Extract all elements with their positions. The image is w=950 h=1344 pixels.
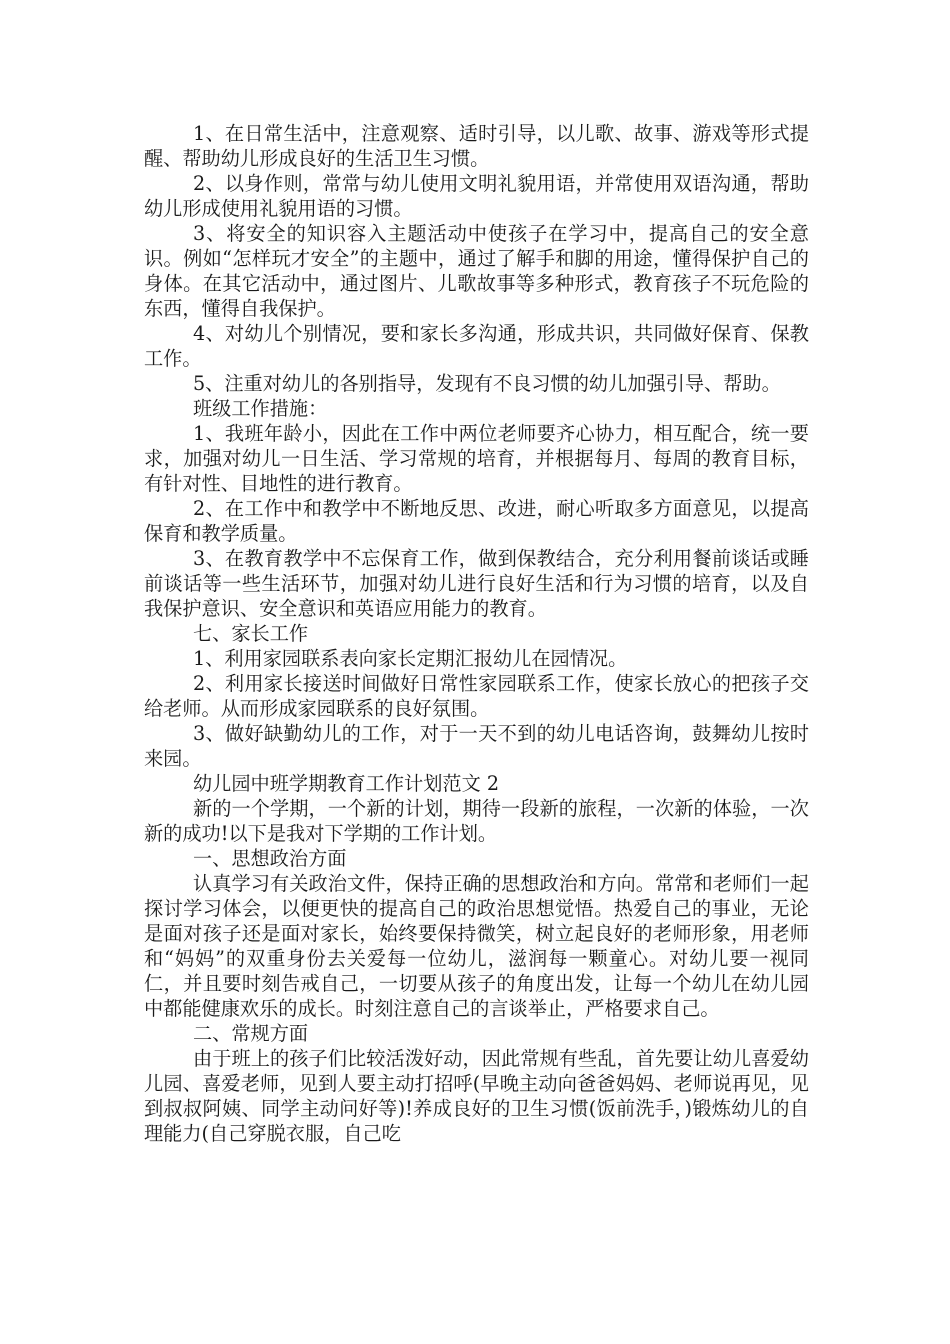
paragraph-individual-guidance: 5、注重对幼儿的各别指导，发现有不良习惯的幼儿加强引导、帮助。 <box>192 372 781 395</box>
heading-plan-sample-2: 幼儿园中班学期教育工作计划范文 2 <box>192 772 500 795</box>
paragraph-reflection: 2、在工作中和教学中不断地反思、改进，耐心听取多方面意见，以提高保育和教学质量。 <box>144 497 809 545</box>
paragraph-routine-habits: 由于班上的孩子们比较活泼好动，因此常规有些乱，首先要让幼儿喜爱幼儿园、喜爱老师，见到人要主动打招呼(早晚主动向爸爸妈妈、老师说再见，见到叔叔阿姨、同学主动问好等)!养成良好的卫生习惯(饭前洗手，)锻炼幼儿的自理能力(自己穿脱衣服，自己吃 <box>144 1047 809 1145</box>
paragraph-absence-followup: 3、做好缺勤幼儿的工作，对于一天不到的幼儿电话咨询，鼓舞幼儿按时来园。 <box>144 722 809 770</box>
heading-routine: 二、常规方面 <box>192 1022 309 1045</box>
document-body <box>144 121 809 1146</box>
paragraph-polite-language: 2、以身作则，常常与幼儿使用文明礼貌用语，并常使用双语沟通，帮助幼儿形成使用礼貌用语的习惯。 <box>144 172 809 220</box>
paragraph-pickup-contact: 2、利用家长接送时间做好日常性家园联系工作，使家长放心的把孩子交给老师。从而形成家园联系的良好氛围。 <box>144 672 809 720</box>
heading-ideology-politics: 一、思想政治方面 <box>192 847 347 870</box>
paragraph-care-education: 3、在教育教学中不忘保育工作，做到保教结合，充分利用餐前谈话或睡前谈话等一些生活环节，加强对幼儿进行良好生活和行为习惯的培育，以及自我保护意识、安全意识和英语应用能力的教育。 <box>144 547 809 620</box>
paragraph-new-semester: 新的一个学期，一个新的计划，期待一段新的旅程，一次新的体验，一次新的成功!以下是我对下学期的工作计划。 <box>144 797 809 845</box>
paragraph-teamwork: 1、我班年龄小，因此在工作中两位老师要齐心协力，相互配合，统一要求，加强对幼儿一日生活、学习常规的培育，并根据每月、每周的教育目标，有针对性、目地性的进行教育。 <box>144 422 809 495</box>
paragraph-political-study: 认真学习有关政治文件，保持正确的思想政治和方向。常常和老师们一起探讨学习体会，以便更快的提高自己的政治思想觉悟。热爱自己的事业，无论是面对孩子还是面对家长，始终要保持微笑，树立起良好的老师形象，用老师和“妈妈”的双重身份去关爱每一位幼儿，滋润每一颗童心。对幼儿要一视同仁，并且要时刻告戒自己，一切要从孩子的角度出发，让每一个幼儿在幼儿园中都能健康欢乐的成长。时刻注意自己的言谈举止，严格要求自己。 <box>144 872 809 1020</box>
paragraph-safety-awareness: 3、将安全的知识容入主题活动中使孩子在学习中，提高自己的安全意识。例如“怎样玩才安全”的主题中，通过了解手和脚的用途，懂得保护自己的身体。在其它活动中，通过图片、儿歌故事等多种形式，教育孩子不玩危险的东西，懂得自我保护。 <box>144 222 809 320</box>
paragraph-parent-communication: 4、对幼儿个别情况，要和家长多沟通，形成共识，共同做好保育、保教工作。 <box>144 322 809 370</box>
paragraph-habit-guidance: 1、在日常生活中，注意观察、适时引导，以儿歌、故事、游戏等形式提醒、帮助幼儿形成良好的生活卫生习惯。 <box>144 122 809 170</box>
heading-class-measures: 班级工作措施： <box>192 397 328 420</box>
heading-parent-work: 七、家长工作 <box>192 622 309 645</box>
paragraph-contact-form: 1、利用家园联系表向家长定期汇报幼儿在园情况。 <box>192 647 628 670</box>
